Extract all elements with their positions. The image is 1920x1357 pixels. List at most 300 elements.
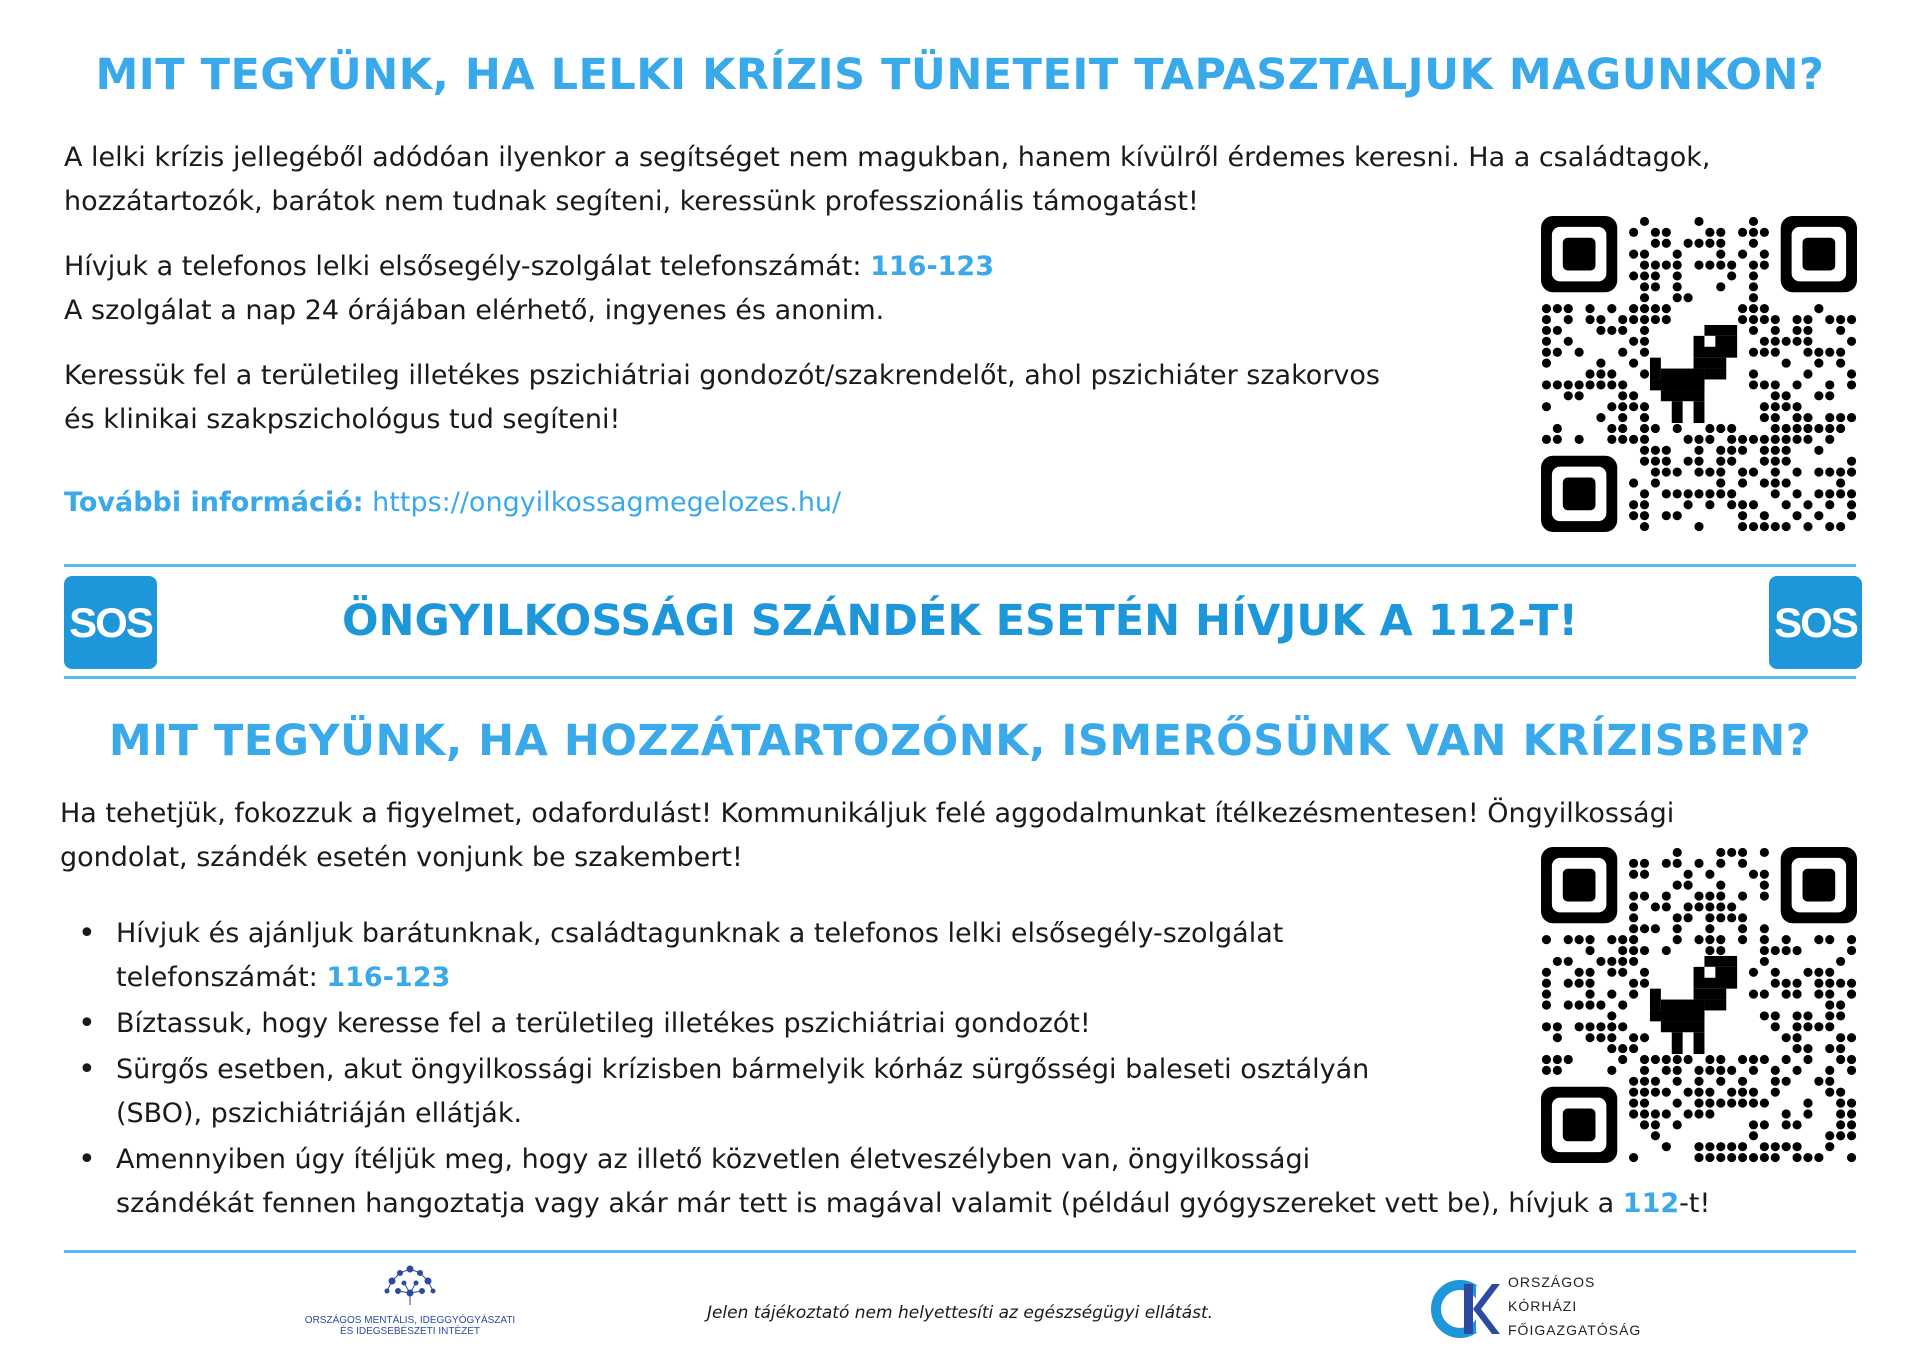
qr-module <box>1564 315 1573 324</box>
emergency-number[interactable]: 112 <box>1622 1188 1680 1219</box>
section2-p1-line1: Ha tehetjük, fokozzuk a figyelmet, odafordulást! Kommunikáljuk felé aggodalmunkat ítélkezésmentesen! Öngyilkossági <box>60 798 1675 829</box>
qr-module <box>1640 1120 1649 1129</box>
qr-module <box>1738 1098 1747 1107</box>
qr-module <box>1651 1055 1660 1064</box>
qr-module <box>1542 1000 1551 1009</box>
qr-module <box>1782 435 1791 444</box>
qr-module <box>1771 979 1780 988</box>
qr-module <box>1640 413 1649 422</box>
qr-module <box>1694 457 1703 466</box>
qr-module <box>1836 326 1845 335</box>
qr-module <box>1553 304 1562 313</box>
qr-module <box>1792 435 1801 444</box>
qr-module <box>1760 348 1769 357</box>
qr-module <box>1771 446 1780 455</box>
qr-module <box>1618 402 1627 411</box>
qr-module <box>1749 1055 1758 1064</box>
qr-module <box>1575 435 1584 444</box>
qr-module <box>1771 457 1780 466</box>
qr-module <box>1716 424 1725 433</box>
qr-module <box>1847 380 1856 389</box>
qr-module <box>1684 489 1693 498</box>
qr-module <box>1727 1098 1736 1107</box>
okf-name <box>1508 1270 1641 1342</box>
qr-module <box>1749 968 1758 977</box>
qr-module <box>1596 326 1605 335</box>
qr-module <box>1782 478 1791 487</box>
more-info-link[interactable]: https://ongyilkossagmegelozes.hu/ <box>372 487 842 518</box>
qr-module <box>1760 946 1769 955</box>
qr-module <box>1738 446 1747 455</box>
qr-module <box>1575 979 1584 988</box>
qr-module <box>1705 1055 1714 1064</box>
qr-module <box>1716 881 1725 890</box>
qr-module <box>1738 935 1747 944</box>
qr-module <box>1640 1033 1649 1042</box>
qr-module <box>1792 1044 1801 1053</box>
qr-module <box>1749 1066 1758 1075</box>
qr-module <box>1814 979 1823 988</box>
qr-module <box>1673 250 1682 259</box>
qr-module <box>1575 1022 1584 1031</box>
qr-module <box>1760 870 1769 879</box>
qr-module <box>1640 293 1649 302</box>
qr-module <box>1629 228 1638 237</box>
qr-module <box>1629 891 1638 900</box>
qr-module <box>1760 1011 1769 1020</box>
qr-module <box>1738 467 1747 476</box>
qr-module <box>1749 293 1758 302</box>
qr-module <box>1607 435 1616 444</box>
qr-module <box>1836 1120 1845 1129</box>
qr-module <box>1564 1055 1573 1064</box>
qr-module <box>1694 260 1703 269</box>
qr-module <box>1564 935 1573 944</box>
qr-module <box>1705 1098 1714 1107</box>
qr-module <box>1771 348 1780 357</box>
qr-module <box>1749 380 1758 389</box>
bullet4-suffix: -t! <box>1679 1188 1711 1219</box>
qr-module <box>1607 1066 1616 1075</box>
qr-module <box>1792 1120 1801 1129</box>
qr-module <box>1760 446 1769 455</box>
qr-module <box>1760 402 1769 411</box>
disclaimer: Jelen tájékoztató nem helyettesíti az egészségügyi ellátást. <box>706 1303 1214 1323</box>
omi-line2: ÉS IDEGSEBÉSZETI INTÉZET <box>339 1326 481 1337</box>
qr-module <box>1836 413 1845 422</box>
qr-module <box>1782 1142 1791 1151</box>
qr-module <box>1847 946 1856 955</box>
qr-module <box>1651 924 1660 933</box>
omi-line1: ORSZÁGOS MENTÁLIS, IDEGGYÓGYÁSZATI <box>304 1315 516 1326</box>
section2-title: MIT TEGYÜNK, HA HOZZÁTARTOZÓNK, ISMERŐSÜNK VAN KRÍZISBEN? <box>108 716 1812 766</box>
qr-module <box>1803 424 1812 433</box>
qr-module <box>1629 391 1638 400</box>
qr-module <box>1542 435 1551 444</box>
qr-module <box>1651 1088 1660 1097</box>
qr-module <box>1749 369 1758 378</box>
qr-module <box>1847 457 1856 466</box>
qr-module <box>1803 1044 1812 1053</box>
qr-module <box>1716 1055 1725 1064</box>
qr-module <box>1749 870 1758 879</box>
qr-module <box>1825 435 1834 444</box>
qr-module <box>1542 359 1551 368</box>
qr-module <box>1771 1011 1780 1020</box>
sos-icon: SOS <box>1774 598 1857 646</box>
qr-module <box>1847 1109 1856 1118</box>
qr-module <box>1585 369 1594 378</box>
qr-module <box>1716 467 1725 476</box>
qr-module <box>1749 326 1758 335</box>
qr-module <box>1727 1088 1736 1097</box>
qr-module <box>1629 337 1638 346</box>
qr-module <box>1814 935 1823 944</box>
qr-module <box>1782 1109 1791 1118</box>
qr-module <box>1847 990 1856 999</box>
qr-module <box>1629 1153 1638 1162</box>
qr-module <box>1542 402 1551 411</box>
qr-module <box>1564 979 1573 988</box>
qr-module <box>1618 1044 1627 1053</box>
okf-line3: FŐIGAZGATÓSÁG <box>1508 1322 1642 1338</box>
qr-module <box>1792 979 1801 988</box>
qr-module <box>1749 239 1758 248</box>
qr-module <box>1792 413 1801 422</box>
qr-module <box>1836 348 1845 357</box>
qr-module <box>1792 467 1801 476</box>
omi-logo <box>290 1263 530 1337</box>
qr-module <box>1836 1011 1845 1020</box>
qr-module <box>1803 435 1812 444</box>
qr-module <box>1792 380 1801 389</box>
qr-module <box>1575 380 1584 389</box>
section2-p1-line2: gondolat, szándék esetén vonjunk be szakembert! <box>60 842 743 873</box>
qr-module <box>1825 979 1834 988</box>
qr-module <box>1684 913 1693 922</box>
section1-p2-line2: A szolgálat a nap 24 órájában elérhető, ingyenes és anonim. <box>64 295 885 326</box>
qr-module <box>1629 902 1638 911</box>
qr-module <box>1705 913 1714 922</box>
qr-module <box>1596 1022 1605 1031</box>
qr-module <box>1705 467 1714 476</box>
qr-module <box>1640 337 1649 346</box>
qr-module <box>1673 1055 1682 1064</box>
qr-module <box>1673 1077 1682 1086</box>
qr-code-1[interactable] <box>1541 216 1857 532</box>
sos-headline: ÖNGYILKOSSÁGI SZÁNDÉK ESETÉN HÍVJUK A 112-T! <box>341 596 1579 646</box>
bullet2-text: Bíztassuk, hogy keresse fel a területileg illetékes pszichiátriai gondozót! <box>116 1008 1091 1039</box>
qr-module <box>1716 848 1725 857</box>
qr-module <box>1771 435 1780 444</box>
section1-p3-line1: Keressük fel a területileg illetékes pszichiátriai gondozót/szakrendelőt, ahol pszichiáter szakorvos <box>64 360 1380 391</box>
qr-module <box>1825 391 1834 400</box>
qr-module <box>1814 424 1823 433</box>
qr-module <box>1814 511 1823 520</box>
qr-module <box>1607 1022 1616 1031</box>
qr-module <box>1553 435 1562 444</box>
qr-module <box>1684 1088 1693 1097</box>
qr-module <box>1705 260 1714 269</box>
qr-code-icon <box>1541 216 1857 532</box>
qr-module <box>1673 271 1682 280</box>
qr-module <box>1542 304 1551 313</box>
qr-module <box>1716 859 1725 868</box>
qr-module <box>1792 1011 1801 1020</box>
bullet3-line1: Sürgős esetben, akut öngyilkossági krízisben bármelyik kórház sürgősségi baleseti osztályán <box>116 1054 1370 1085</box>
qr-module <box>1553 957 1562 966</box>
qr-module <box>1662 891 1671 900</box>
qr-module <box>1662 511 1671 520</box>
qr-module <box>1629 935 1638 944</box>
qr-module <box>1662 315 1671 324</box>
qr-module <box>1738 478 1747 487</box>
qr-module <box>1760 337 1769 346</box>
qr-module <box>1716 1098 1725 1107</box>
qr-module <box>1803 337 1812 346</box>
qr-module <box>1727 913 1736 922</box>
qr-module <box>1553 326 1562 335</box>
qr-module <box>1640 402 1649 411</box>
qr-module <box>1782 337 1791 346</box>
qr-module <box>1585 968 1594 977</box>
qr-module <box>1684 902 1693 911</box>
qr-module <box>1585 380 1594 389</box>
qr-module <box>1596 315 1605 324</box>
qr-module <box>1673 293 1682 302</box>
qr-module <box>1738 250 1747 259</box>
qr-module <box>1618 935 1627 944</box>
qr-module <box>1542 337 1551 346</box>
qr-module <box>1825 467 1834 476</box>
qr-module <box>1771 413 1780 422</box>
qr-module <box>1673 1098 1682 1107</box>
section1-title: MIT TEGYÜNK, HA LELKI KRÍZIS TÜNETEIT TAPASZTALJUK MAGUNKON? <box>95 50 1825 100</box>
qr-module <box>1847 413 1856 422</box>
qr-module <box>1825 1066 1834 1075</box>
qr-module <box>1760 1055 1769 1064</box>
qr-module <box>1673 1066 1682 1075</box>
qr-module <box>1662 260 1671 269</box>
qr-module <box>1803 326 1812 335</box>
qr-module <box>1792 326 1801 335</box>
qr-module <box>1694 489 1703 498</box>
qr-module <box>1694 935 1703 944</box>
qr-module <box>1694 1077 1703 1086</box>
qr-module <box>1651 1077 1660 1086</box>
qr-module <box>1684 881 1693 890</box>
qr-module <box>1629 359 1638 368</box>
qr-module <box>1716 446 1725 455</box>
qr-module <box>1694 1066 1703 1075</box>
qr-module <box>1651 902 1660 911</box>
qr-module <box>1836 467 1845 476</box>
qr-module <box>1847 369 1856 378</box>
qr-module <box>1825 1022 1834 1031</box>
qr-module <box>1760 304 1769 313</box>
qr-module <box>1705 489 1714 498</box>
qr-module <box>1607 304 1616 313</box>
qr-module <box>1629 1033 1638 1042</box>
qr-module <box>1694 1098 1703 1107</box>
qr-module <box>1575 968 1584 977</box>
qr-module <box>1803 500 1812 509</box>
qr-module <box>1607 1033 1616 1042</box>
qr-module <box>1694 859 1703 868</box>
qr-module <box>1640 304 1649 313</box>
qr-module <box>1694 1153 1703 1162</box>
qr-module <box>1814 446 1823 455</box>
qr-module <box>1640 1088 1649 1097</box>
qr-module <box>1542 990 1551 999</box>
qr-module <box>1814 391 1823 400</box>
qr-module <box>1705 1153 1714 1162</box>
qr-module <box>1836 1033 1845 1042</box>
qr-module <box>1803 1109 1812 1118</box>
qr-module <box>1684 435 1693 444</box>
qr-module <box>1814 1022 1823 1031</box>
qr-code-2[interactable] <box>1541 847 1857 1163</box>
okf-line1: ORSZÁGOS <box>1508 1274 1596 1290</box>
qr-module <box>1662 489 1671 498</box>
qr-module <box>1836 478 1845 487</box>
qr-module <box>1760 1120 1769 1129</box>
qr-module <box>1749 228 1758 237</box>
qr-module <box>1585 1033 1594 1042</box>
divider-bottom <box>64 676 1856 679</box>
qr-module <box>1542 380 1551 389</box>
qr-module <box>1814 489 1823 498</box>
qr-module <box>1640 489 1649 498</box>
qr-module <box>1542 979 1551 988</box>
qr-module <box>1836 1000 1845 1009</box>
qr-module <box>1749 1131 1758 1140</box>
qr-module <box>1738 1055 1747 1064</box>
qr-module <box>1760 1153 1769 1162</box>
qr-code-icon <box>1541 847 1857 1163</box>
qr-module <box>1640 1055 1649 1064</box>
qr-module <box>1585 990 1594 999</box>
qr-module <box>1564 380 1573 389</box>
qr-module <box>1716 946 1725 955</box>
qr-module <box>1716 260 1725 269</box>
qr-module <box>1847 1033 1856 1042</box>
qr-module <box>1716 1077 1725 1086</box>
qr-module <box>1694 1088 1703 1097</box>
qr-module <box>1585 315 1594 324</box>
qr-module <box>1640 870 1649 879</box>
qr-module <box>1694 902 1703 911</box>
qr-module <box>1760 413 1769 422</box>
qr-module <box>1542 1055 1551 1064</box>
qr-module <box>1716 891 1725 900</box>
qr-module <box>1771 489 1780 498</box>
qr-module <box>1836 1131 1845 1140</box>
qr-module <box>1825 424 1834 433</box>
qr-module <box>1607 402 1616 411</box>
qr-module <box>1825 1011 1834 1020</box>
qr-module <box>1749 1153 1758 1162</box>
qr-module <box>1727 489 1736 498</box>
qr-module <box>1618 1000 1627 1009</box>
qr-module <box>1771 946 1780 955</box>
qr-module <box>1760 881 1769 890</box>
qr-module <box>1651 1109 1660 1118</box>
qr-module <box>1629 870 1638 879</box>
qr-module <box>1662 1055 1671 1064</box>
qr-module <box>1782 1120 1791 1129</box>
qr-module <box>1825 1088 1834 1097</box>
qr-module <box>1542 1066 1551 1075</box>
qr-module <box>1749 467 1758 476</box>
qr-module <box>1760 435 1769 444</box>
qr-module <box>1651 1131 1660 1140</box>
qr-module <box>1640 511 1649 520</box>
qr-module <box>1651 478 1660 487</box>
qr-module <box>1782 979 1791 988</box>
qr-module <box>1640 435 1649 444</box>
qr-module <box>1618 380 1627 389</box>
qr-module <box>1618 946 1627 955</box>
qr-module <box>1771 968 1780 977</box>
qr-module <box>1847 1131 1856 1140</box>
qr-module <box>1694 891 1703 900</box>
qr-module <box>1694 239 1703 248</box>
qr-module <box>1651 1120 1660 1129</box>
qr-module <box>1553 1033 1562 1042</box>
qr-module <box>1836 489 1845 498</box>
more-info <box>64 481 841 525</box>
qr-module <box>1760 260 1769 269</box>
qr-module <box>1662 902 1671 911</box>
qr-module <box>1716 935 1725 944</box>
qr-module <box>1727 500 1736 509</box>
qr-module <box>1749 990 1758 999</box>
qr-module <box>1825 1000 1834 1009</box>
qr-module <box>1825 1077 1834 1086</box>
qr-module <box>1792 337 1801 346</box>
qr-module <box>1585 304 1594 313</box>
qr-module <box>1749 522 1758 531</box>
qr-module <box>1694 522 1703 531</box>
qr-module <box>1825 968 1834 977</box>
qr-module <box>1716 1153 1725 1162</box>
qr-module <box>1684 457 1693 466</box>
qr-module <box>1673 282 1682 291</box>
qr-module <box>1662 859 1671 868</box>
qr-module <box>1607 424 1616 433</box>
hotline-number-2[interactable]: 116-123 <box>326 962 451 993</box>
qr-module <box>1825 315 1834 324</box>
qr-module <box>1760 924 1769 933</box>
qr-module <box>1651 446 1660 455</box>
qr-module <box>1716 902 1725 911</box>
qr-module <box>1629 1088 1638 1097</box>
qr-module <box>1662 946 1671 955</box>
qr-module <box>1629 304 1638 313</box>
qr-module <box>1607 957 1616 966</box>
qr-module <box>1782 424 1791 433</box>
qr-module <box>1640 315 1649 324</box>
qr-module <box>1771 1088 1780 1097</box>
hotline-number[interactable]: 116-123 <box>870 251 995 282</box>
qr-module <box>1760 935 1769 944</box>
divider-top <box>64 564 1856 567</box>
qr-module <box>1825 500 1834 509</box>
qr-module <box>1738 511 1747 520</box>
qr-module <box>1596 1000 1605 1009</box>
qr-module <box>1771 1066 1780 1075</box>
